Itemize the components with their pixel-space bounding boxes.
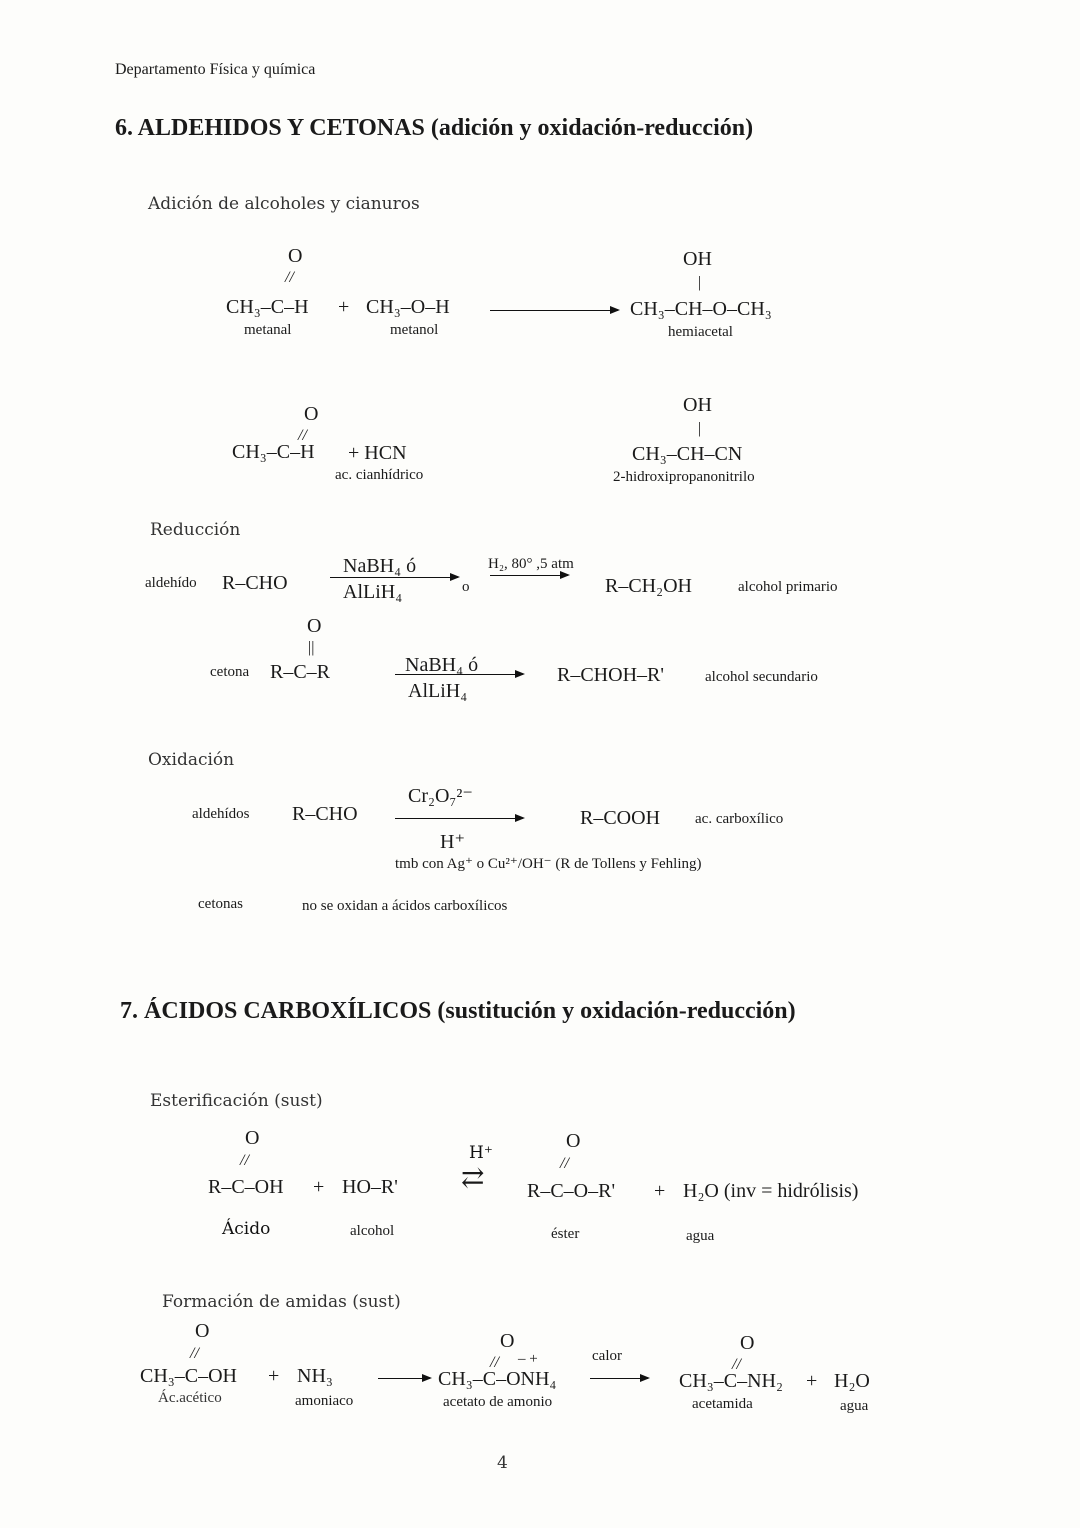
label-metanol: metanol [390,322,439,338]
intermediate-ammonium-acetate: CH₃–C–ONH₄ [438,1368,557,1390]
double-bond: // [298,427,307,444]
reaction-arrow [590,1378,648,1379]
carbonyl-oxygen: O [307,615,322,637]
label-agua: agua [686,1228,715,1244]
label-alcohol: alcohol [350,1223,395,1239]
page-number: 4 [497,1453,508,1473]
label-cetona: cetona [210,664,250,680]
reactant-ketone: R–C–R [270,661,331,683]
section-7-title-paren: (sustitución y oxidación-reducción) [437,998,796,1024]
reagent-allih4: AlLiH₄ [408,680,468,702]
label-ester: éster [551,1226,580,1242]
label-alcohol-primario: alcohol primario [738,579,838,595]
product-ester: R–C–O–R' [527,1180,616,1202]
reagent-allih4: AlLiH₄ [343,581,403,603]
label-water: agua [840,1398,869,1414]
double-bond: // [240,1152,249,1169]
plus-sign: + [313,1176,325,1198]
addition-heading: Adición de alcoholes y cianuros [148,194,420,214]
label-hcn: ac. cianhídrico [335,467,424,483]
document-header: Departamento Física y química [115,61,316,78]
section-7-title [120,999,796,1023]
label-metanal: metanal [244,322,292,338]
section-6-title-paren: (adición y oxidación-reducción) [430,115,754,141]
reaction-arrow [490,310,618,311]
oxidation-heading: Oxidación [148,750,235,770]
label-ac-carboxilico: ac. carboxílico [695,811,784,827]
section-6-title [115,116,753,140]
reactant-acid: R–C–OH [208,1176,284,1198]
carbonyl-oxygen: O [245,1127,260,1149]
reagent-dichromate: Cr₂O₇²⁻ [408,785,473,807]
product-water: H₂O (inv = hidrólisis) [683,1180,859,1202]
reaction-arrow [395,818,523,819]
reaction-arrow [395,674,523,675]
product-nitrile: CH₃–CH–CN [632,443,743,465]
carbonyl-oxygen: O [195,1320,210,1342]
equilibrium-arrow-icon: ⇄ [461,1163,485,1194]
reactant-ammonia: NH₃ [297,1365,333,1387]
ionic-charges: – + [518,1351,538,1367]
plus-sign: + [268,1365,280,1387]
single-bond: | [698,274,702,291]
reactant-r-cho: R–CHO [292,803,358,825]
reagent-nabh4: NaBH₄ ó [343,555,417,577]
hydroxyl-group: OH [683,248,712,270]
carbonyl-oxygen: O [304,403,319,425]
reaction-arrow [330,577,458,578]
label-hemiacetal: hemiacetal [668,324,733,340]
double-bond: // [190,1345,199,1362]
intermediate-o: o [462,579,470,595]
product-hemiacetal: CH₃–CH–O–CH₃ [630,298,772,320]
reduction-heading: Reducción [150,520,241,540]
plus-sign: + [654,1180,666,1202]
carbonyl-oxygen: O [566,1130,581,1152]
reactant-alcohol: HO–R' [342,1176,398,1198]
label-acetamide: acetamida [692,1396,753,1412]
single-bond: | [698,420,702,437]
ketone-oxidation-note: no se oxidan a ácidos carboxílicos [302,898,508,914]
conditions-h2: H₂, 80° ,5 atm [488,556,574,572]
label-nitrile: 2-hidroxipropanonitrilo [613,469,755,485]
reactant-hcn: + HCN [348,442,407,464]
reaction-arrow [490,575,568,576]
label-acetic-acid: Ác.acético [158,1390,222,1406]
double-bond: // [560,1155,569,1172]
label-ammonium-acetate: acetato de amonio [443,1394,553,1410]
plus-sign: + [806,1370,818,1392]
double-bond: // [732,1356,741,1373]
double-bond: || [308,639,315,656]
product-r-ch2oh: R–CH₂OH [605,575,692,597]
reagent-nabh4: NaBH₄ ó [405,654,479,676]
amide-heading: Formación de amidas (sust) [162,1292,401,1312]
product-r-choh-r: R–CHOH–R' [557,664,664,686]
reactant-metanal: CH₃–C–H [226,296,309,318]
section-6-title-text: 6. ALDEHIDOS Y CETONAS [115,115,425,141]
plus-sign: + [338,296,350,318]
label-acido: Ácido [222,1219,271,1239]
esterification-heading: Esterificación (sust) [150,1091,323,1111]
condition-calor: calor [592,1348,622,1364]
reactant-acetic-acid: CH₃–C–OH [140,1365,237,1387]
label-cetonas: cetonas [198,896,243,912]
carbonyl-oxygen: O [288,245,303,267]
carbonyl-oxygen: O [500,1330,515,1352]
label-aldehidos: aldehídos [192,806,250,822]
product-r-cooh: R–COOH [580,807,661,829]
reactant-ethanal: CH₃–C–H [232,441,315,463]
product-water: H₂O [834,1370,870,1392]
double-bond: // [490,1354,499,1371]
product-acetamide: CH₃–C–NH₂ [679,1370,783,1392]
carbonyl-oxygen: O [740,1332,755,1354]
reagent-h-plus: H⁺ [440,831,465,853]
label-aldehido: aldehído [145,575,197,591]
label-alcohol-secundario: alcohol secundario [705,669,818,685]
label-ammonia: amoniaco [295,1393,354,1409]
reactant-metanol: CH₃–O–H [366,296,450,318]
hydroxyl-group: OH [683,394,712,416]
section-7-title-text: 7. ÁCIDOS CARBOXÍLICOS [120,998,432,1024]
reactant-r-cho: R–CHO [222,572,288,594]
tollens-fehling-note: tmb con Ag⁺ o Cu²⁺/OH⁻ (R de Tollens y Fehling) [395,856,702,872]
catalyst-h-plus: H⁺ [469,1143,493,1163]
reaction-arrow [378,1378,430,1379]
double-bond: // [285,269,294,286]
